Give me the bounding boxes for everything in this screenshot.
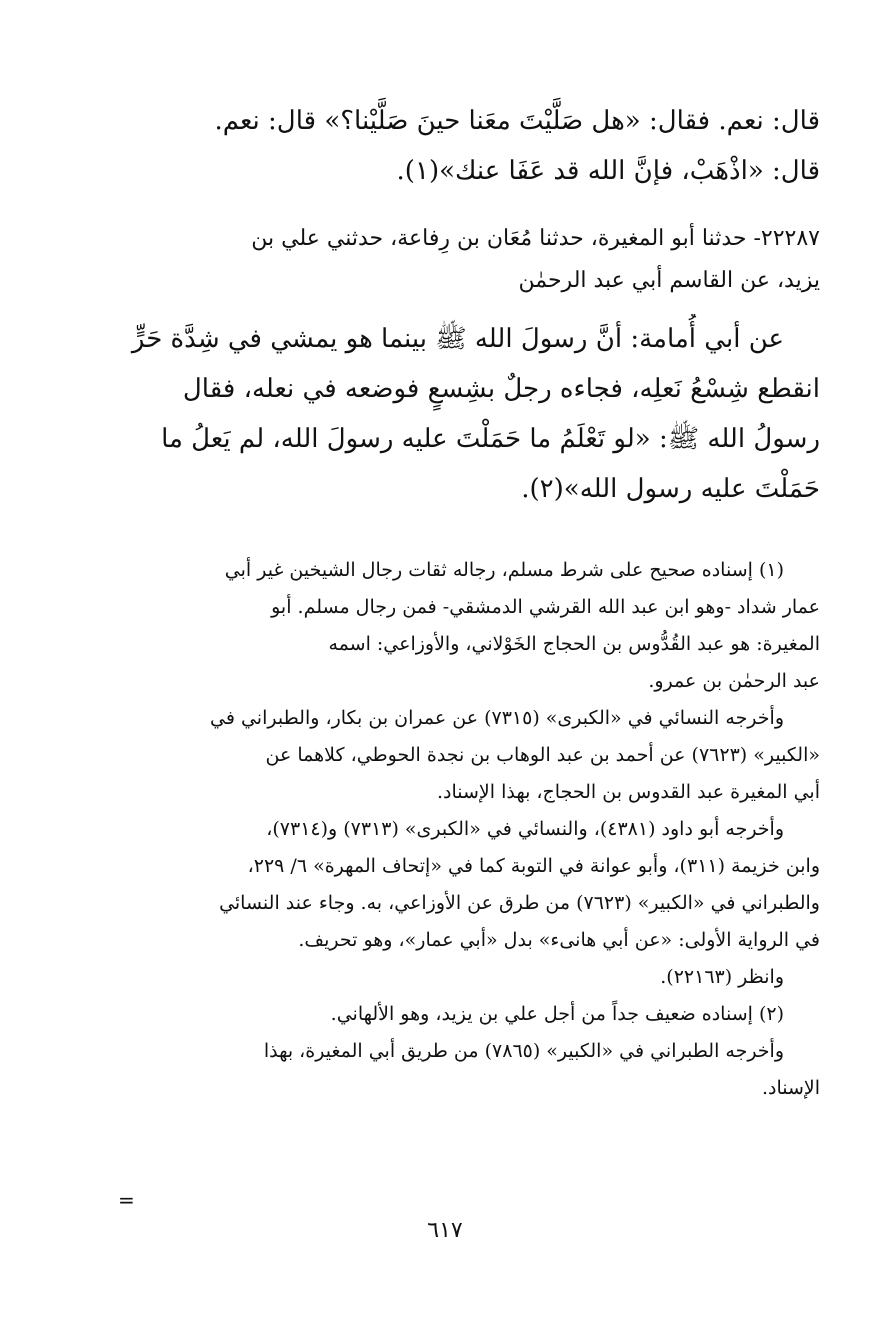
footnote-line: عمار شداد -وهو ابن عبد الله القرشي الدمشقي- فمن رجال مسلم. أبو — [271, 596, 820, 618]
page-body — [60, 96, 820, 1107]
footnotes — [60, 552, 820, 1107]
footnote-line: أبي المغيرة عبد القدوس بن الحجاج، بهذا الإسناد. — [436, 781, 820, 803]
top-text — [60, 96, 820, 196]
footnote-line: (٢) إسناده ضعيف جداً من أجل علي بن يزيد، وهو الألهاني. — [330, 1003, 784, 1025]
hadith-matn — [60, 314, 820, 514]
hadith-isnad — [60, 218, 820, 302]
footnote-line: والطبراني في «الكبير» (٧٦٢٣) من طرق عن الأوزاعي، به. وجاء عند النسائي — [219, 892, 820, 914]
text-line: قال: «اذْهَبْ، فإنَّ الله قد عَفَا عنك»(١). — [396, 156, 820, 186]
matn-line: انقطع شِسْعُ نَعلِه، فجاءه رجلٌ بشِسعٍ فوضعه في نعله، فقال — [182, 374, 820, 404]
footnote-line: في الرواية الأولى: «عن أبي هانىء» بدل «أبي عمار»، وهو تحريف. — [298, 929, 820, 951]
footnote-line: عبد الرحمٰن بن عمرو. — [648, 670, 820, 692]
matn-line: عن أبي أُمامة: أنَّ رسولَ الله ﷺ بينما هو يمشي في شِدَّة حَرٍّ — [131, 324, 784, 354]
matn-line: رسولُ الله ﷺ: «لو تَعْلَمُ ما حَمَلْتَ عليه رسولَ الله، لم يَعلُ ما — [161, 424, 820, 454]
footnote-line: وانظر (٢٢١٦٣). — [660, 966, 784, 988]
footnote-line: وأخرجه النسائي في «الكبرى» (٧٣١٥) عن عمران بن بكار، والطبراني في — [210, 707, 784, 729]
page-number: ٦١٧ — [427, 1218, 463, 1243]
continuation-mark: = — [118, 1188, 135, 1212]
isnad-line: ٢٢٢٨٧- حدثنا أبو المغيرة، حدثنا مُعَان بن رِفاعة، حدثني علي بن — [251, 226, 820, 251]
matn-line: حَمَلْتَ عليه رسول الله»(٢). — [521, 474, 820, 504]
isnad-line: يزيد، عن القاسم أبي عبد الرحمٰن — [518, 268, 820, 293]
footnote-line: وأخرجه أبو داود (٤٣٨١)، والنسائي في «الكبرى» (٧٣١٣) و(٧٣١٤)، — [266, 818, 784, 840]
footnote-line: المغيرة: هو عبد القُدُّوس بن الحجاج الخَوْلاني، والأوزاعي: اسمه — [328, 633, 820, 655]
text-line: قال: نعم. فقال: «هل صَلَّيْتَ معَنا حينَ صَلَّيْنا؟» قال: نعم. — [214, 106, 820, 136]
footnote-line: «الكبير» (٧٦٢٣) عن أحمد بن عبد الوهاب بن نجدة الحوطي، كلاهما عن — [265, 744, 820, 766]
footnote-line: وابن خزيمة (٣١١)، وأبو عوانة في التوبة كما في «إتحاف المهرة» ٦/ ٢٢٩، — [247, 855, 820, 877]
footnote-line: الإسناد. — [761, 1077, 820, 1099]
footnote-line: (١) إسناده صحيح على شرط مسلم، رجاله ثقات رجال الشيخين غير أبي — [224, 559, 784, 581]
footnote-line: وأخرجه الطبراني في «الكبير» (٧٨٦٥) من طريق أبي المغيرة، بهذا — [263, 1040, 784, 1062]
